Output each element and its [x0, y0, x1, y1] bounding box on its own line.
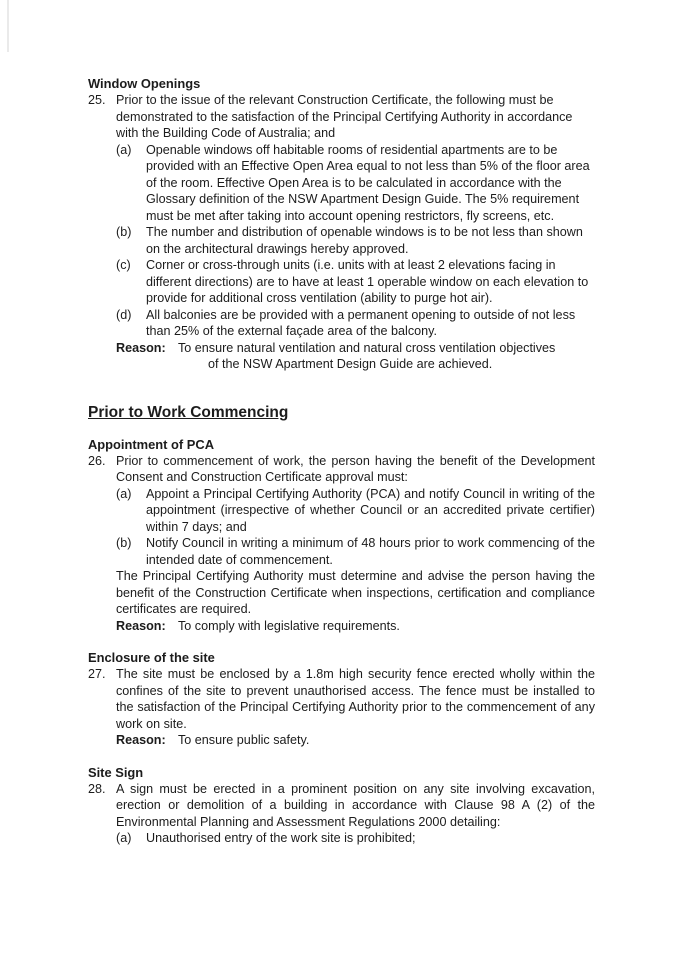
condition-25-body: [116, 92, 595, 373]
condition-26-number: 26.: [88, 453, 106, 468]
condition-heading-appointment-of-pca: Appointment of PCA: [88, 436, 215, 452]
subitem-label: (d): [116, 307, 132, 322]
section-site-sign: [88, 764, 595, 847]
condition-26-reason: [116, 618, 595, 635]
reason-label: Reason:: [116, 733, 166, 747]
subitem-text: Unauthorised entry of the work site is prohibited;: [146, 831, 416, 845]
condition-25: [88, 92, 595, 373]
condition-25-subitem-a: [116, 142, 595, 225]
condition-28-subitem-a: [116, 830, 595, 847]
subitem-label: (a): [116, 486, 132, 501]
condition-27: [88, 666, 595, 749]
subitem-text: Openable windows off habitable rooms of residential apartments are to be provided with an Effective Open Area equal to not less than 5% of the floor area of the room. Effective Open Area is to be calculated in accordance with the Glossary definition of the NSW Apartment Design Guide. The 5% requirement must be met after taking into account opening restrictors, fly screens, etc.: [146, 142, 590, 223]
condition-28-body: [116, 781, 595, 847]
reason-label: Reason:: [116, 340, 166, 355]
subitem-label: (a): [116, 142, 132, 157]
subitem-text: Corner or cross-through units (i.e. units with at least 2 elevations facing in different directions) are to have at least 1 operable window on each elevation to provide for additional cross ventilation (ability to purge hot air).: [146, 258, 589, 305]
reason-line-1: To ensure public safety.: [178, 733, 310, 747]
condition-25-reason: [116, 340, 595, 373]
condition-25-subitem-c: [116, 257, 595, 307]
condition-27-number: 27.: [88, 667, 106, 681]
condition-heading-site-sign: Site Sign: [88, 764, 144, 780]
subitem-label: (c): [116, 258, 131, 272]
section-enclosure-of-the-site: [88, 649, 595, 749]
condition-27-body: [116, 666, 595, 749]
section-appointment-of-pca: [88, 436, 595, 635]
condition-27-text: The site must be enclosed by a 1.8m high security fence erected wholly within the confines of the site to prevent unauthorised access. The fence must be installed to the satisfaction of the Principal Certifying Authority prior to the commencement of any work on site.: [116, 667, 595, 731]
condition-26-tail: The Principal Certifying Authority must determine and advise the person having the benefit of the Construction Certificate when inspections, certification and compliance certificates are required.: [116, 569, 595, 616]
subitem-text: The number and distribution of openable windows is to be not less than shown on the architectural drawings hereby approved.: [146, 225, 583, 256]
reason-line-2: of the NSW Apartment Design Guide are achieved.: [208, 357, 493, 371]
conditions-document: [88, 75, 595, 847]
reason-text: [178, 618, 595, 635]
condition-25-subitem-d: [116, 307, 595, 340]
reason-line-1: To comply with legislative requirements.: [178, 618, 400, 633]
condition-26-subitem-a: [116, 486, 595, 536]
reason-label: Reason:: [116, 618, 166, 633]
scan-artifact-line: [7, 0, 9, 52]
condition-25-subitem-b: [116, 224, 595, 257]
condition-26: [88, 453, 595, 635]
subitem-label: (a): [116, 831, 132, 845]
condition-26-intro: Prior to commencement of work, the person having the benefit of the Development Consent and Construction Certificate approval must:: [116, 453, 595, 484]
subitem-text: Notify Council in writing a minimum of 48 hours prior to work commencing of the intended date of commencement.: [146, 536, 595, 567]
condition-25-intro: Prior to the issue of the relevant Construction Certificate, the following must be demonstrated to the satisfaction of the Principal Certifying Authority in accordance with the Building Code of Australia; and: [116, 93, 573, 140]
reason-text: [178, 340, 595, 373]
condition-26-subitem-b: [116, 535, 595, 568]
condition-25-number: 25.: [88, 93, 106, 107]
subitem-label: (b): [116, 225, 132, 239]
subitem-text: Appoint a Principal Certifying Authority (PCA) and notify Council in writing of the appointment (irrespective of whether Council or an accredited private certifier) within 7 days; and: [146, 486, 595, 534]
reason-line-1: To ensure natural ventilation and natural cross ventilation objectives: [178, 340, 556, 355]
subitem-text: All balconies are be provided with a permanent opening to outside of not less than 25% of the external façade area of the balcony.: [146, 307, 576, 338]
condition-28-number: 28.: [88, 781, 106, 796]
condition-27-reason: [116, 732, 595, 749]
condition-heading-window-openings: Window Openings: [88, 76, 201, 91]
condition-28: [88, 781, 595, 847]
section-window-openings: [88, 75, 595, 373]
condition-heading-enclosure-of-the-site: Enclosure of the site: [88, 650, 215, 665]
section-heading-prior-to-work-commencing: Prior to Work Commencing: [88, 403, 289, 421]
subitem-label: (b): [116, 536, 132, 550]
reason-text: [178, 732, 595, 749]
condition-26-body: [116, 453, 595, 635]
condition-28-text: A sign must be erected in a prominent position on any site involving excavation, erection or demolition of a building in accordance with Clause 98 A (2) of the Environmental Planning and Assessment Regulations 2000 detailing:: [116, 781, 595, 829]
